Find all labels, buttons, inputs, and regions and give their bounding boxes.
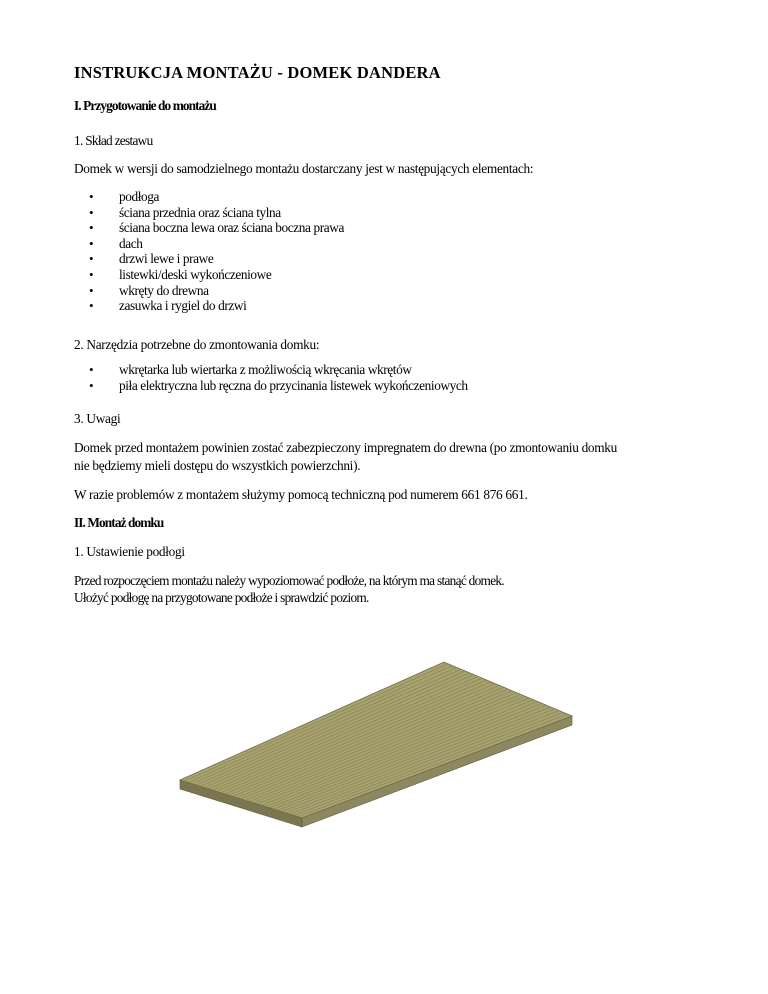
bullet-icon: • — [89, 298, 94, 314]
note-line-2: nie będziemy mieli dostępu do wszystkich powierzchni). — [74, 458, 361, 473]
bullet-icon: • — [89, 220, 94, 236]
list-item: • zasuwka i rygiel do drzwi — [89, 298, 247, 314]
section-heading-assembly: II. Montaż domku — [74, 515, 164, 530]
floor-illustration — [178, 660, 574, 830]
bullet-icon: • — [89, 189, 94, 204]
kit-intro-text: Domek w wersji do samodzielnego montażu dostarczany jest w następujących elementach: — [74, 161, 534, 176]
floor-instruction-line-2: Ułożyć podłogę na przygotowane podłoże i sprawdzić poziom. — [74, 590, 369, 605]
tools-list — [74, 362, 468, 393]
bullet-icon: • — [89, 362, 94, 377]
subheading-kit-contents: 1. Skład zestawu — [74, 133, 153, 148]
note-line-1: Domek przed montażem powinien zostać zabezpieczony impregnatem do drewna (po zmontowaniu domku — [74, 440, 618, 455]
list-item: • wkrętarka lub wiertarka z możliwością wkręcania wkrętów — [89, 362, 412, 377]
bullet-icon: • — [89, 282, 94, 298]
bullet-icon: • — [89, 251, 94, 267]
list-item: • listewki/deski wykończeniowe — [89, 266, 272, 282]
subheading-floor-setup: 1. Ustawienie podłogi — [74, 544, 185, 559]
document-title: INSTRUKCJA MONTAŻU - DOMEK DANDERA — [74, 63, 441, 82]
list-item: • dach — [89, 235, 143, 251]
bullet-icon: • — [89, 235, 94, 251]
support-text: W razie problemów z montażem służymy pomocą techniczną pod numerem 661 876 661. — [74, 487, 528, 502]
list-item: • ściana boczna lewa oraz ściana boczna prawa — [89, 220, 344, 236]
subheading-notes: 3. Uwagi — [74, 411, 121, 426]
floor-instruction-line-1: Przed rozpoczęciem montażu należy wypoziomować podłoże, na którym ma stanąć domek. — [74, 573, 504, 588]
list-item: • wkręty do drewna — [89, 282, 209, 298]
kit-items-list — [74, 189, 344, 314]
list-item: • podłoga — [89, 189, 160, 204]
list-item: • drzwi lewe i prawe — [89, 251, 214, 267]
subheading-tools: 2. Narzędzia potrzebne do zmontowania domku: — [74, 337, 320, 352]
section-heading-preparation: I. Przygotowanie do montażu — [74, 98, 216, 113]
bullet-icon: • — [89, 266, 94, 282]
list-item: • piła elektryczna lub ręczna do przycinania listewek wykończeniowych — [89, 377, 468, 393]
list-item: • ściana przednia oraz ściana tylna — [89, 204, 281, 220]
bullet-icon: • — [89, 377, 94, 393]
bullet-icon: • — [89, 204, 94, 220]
